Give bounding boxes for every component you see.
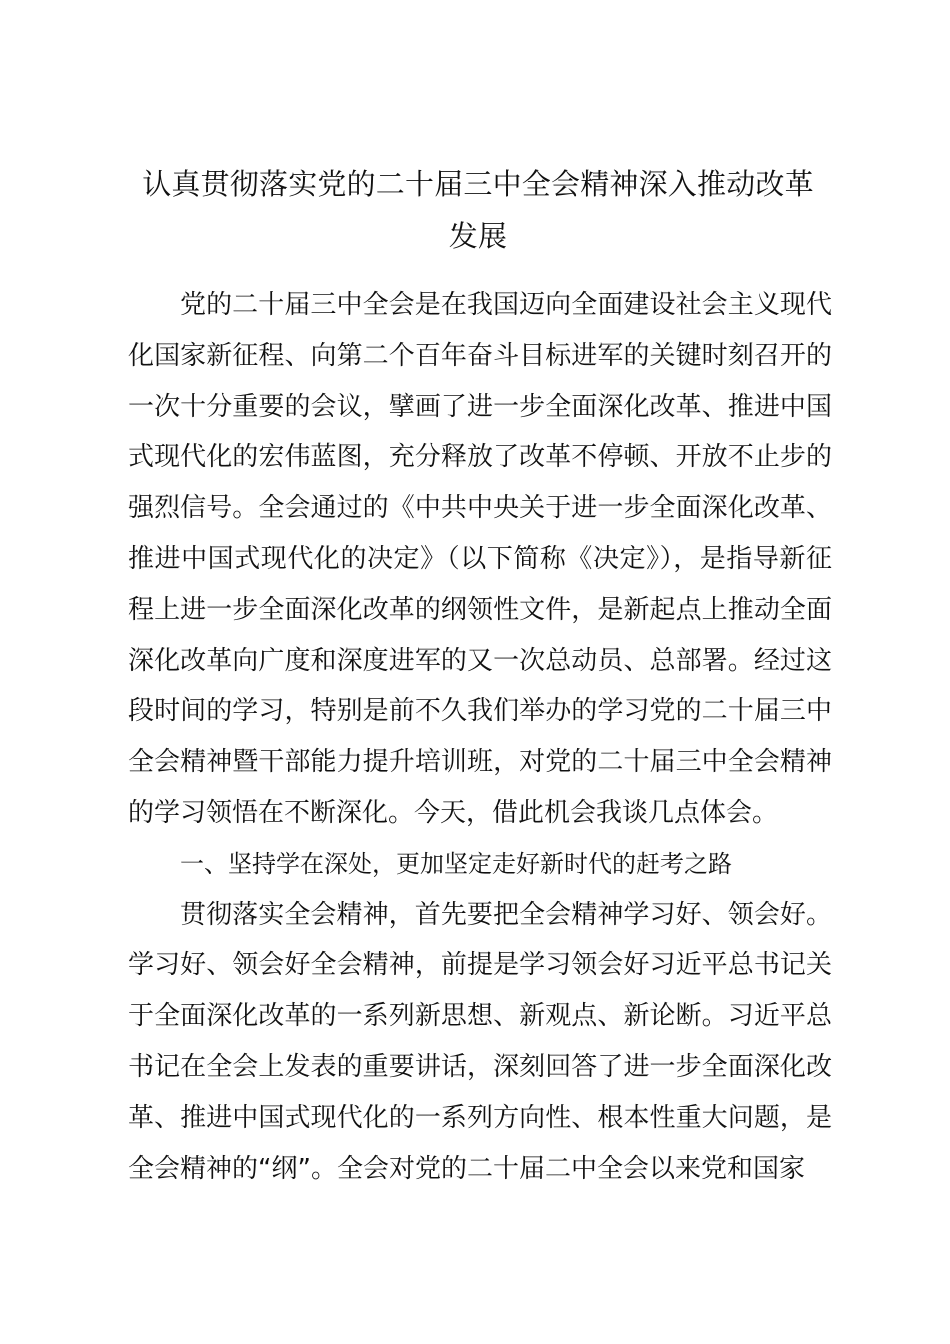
section-heading-1: 一、坚持学在深处，更加坚定走好新时代的赶考之路: [180, 849, 732, 878]
document-title: 认真贯彻落实党的二十届三中全会精神深入推动改革发展: [142, 167, 814, 253]
intro-paragraph: 党的二十届三中全会是在我国迈向全面建设社会主义现代化国家新征程、向第二个百年奋斗目标进军的关键时刻召开的一次十分重要的会议，擘画了进一步全面深化改革、推进中国式现代化的宏伟蓝图，充分释放了改革不停顿、开放不止步的强烈信号。全会通过的《中共中央关于进一步全面深化改革、推进中国式现代化的决定》（以下简称《决定》），是指导新征程上进一步全面深化改革的纲领性文件，是新起点上推动全面深化改革向广度和深度进军的又一次总动员、总部署。经过这段时间的学习，特别是前不久我们举办的学习党的二十届三中全会精神暨干部能力提升培训班，对党的二十届三中全会精神的学习领悟在不断深化。今天，借此机会我谈几点体会。: [128, 290, 832, 828]
document-body: [128, 280, 832, 1194]
section-1-paragraph: 贯彻落实全会精神，首先要把全会精神学习好、领会好。学习好、领会好全会精神，前提是学习领会好习近平总书记关于全面深化改革的一系列新思想、新观点、新论断。习近平总书记在全会上发表的重要讲话，深刻回答了进一步全面深化改革、推进中国式现代化的一系列方向性、根本性重大问题，是全会精神的“纲”。全会对党的二十届二中全会以来党和国家: [128, 899, 832, 1184]
